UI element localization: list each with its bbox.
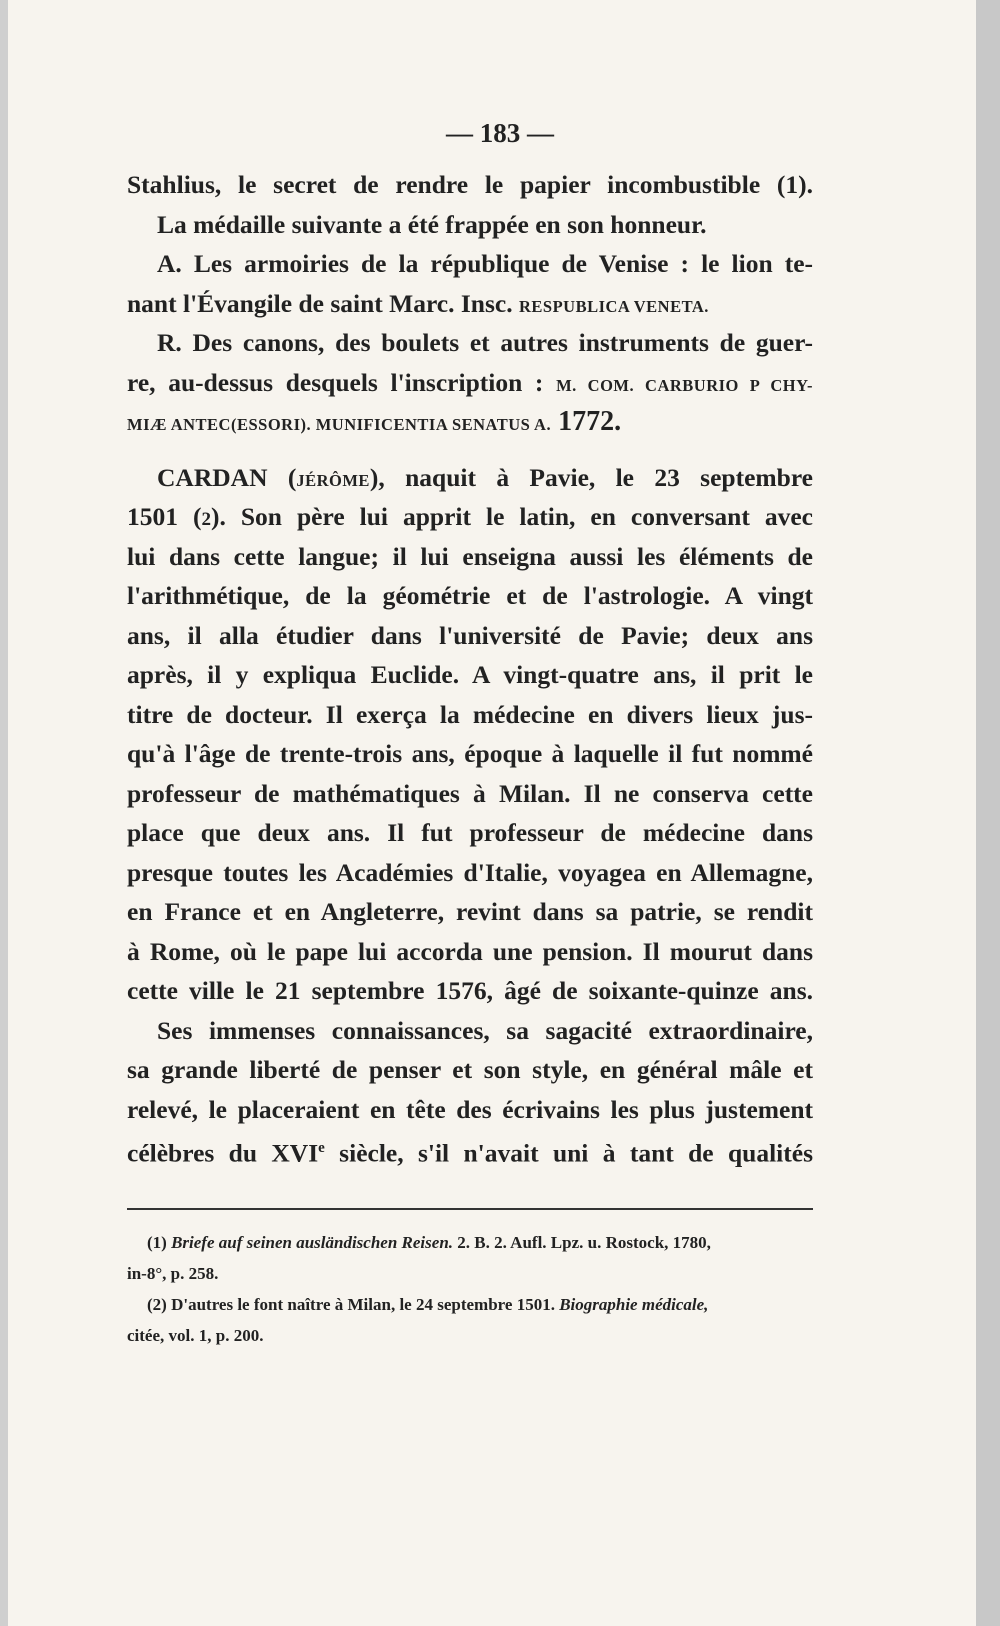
text-line: en France et en Angleterre, revint dans sa patrie, se rendit	[127, 897, 813, 926]
text-line: titre de docteur. Il exerça la médecine en divers lieux jus-	[127, 699, 813, 729]
text-line: Ses immenses connaissances, sa sagacité extraordinaire,	[157, 1015, 813, 1045]
text-line: R. Des canons, des boulets et autres instruments de guer-	[157, 328, 813, 357]
text-line: l'arithmétique, de la géométrie et de l'astrologie. A vingt	[127, 581, 813, 610]
text-line	[127, 458, 813, 498]
text-span: CARDAN (	[157, 462, 297, 492]
page-number: — 183 —	[446, 118, 554, 148]
paragraph-gap	[127, 442, 813, 458]
text-span: 1501 (	[127, 502, 202, 531]
text-span: siècle, s'il n'avait uni à tant de qualités	[324, 1138, 813, 1168]
text-line: ans, il alla étudier dans l'université de Pavie; deux ans	[127, 620, 813, 650]
page-edge-right	[976, 0, 1000, 1626]
superscript: e	[318, 1140, 325, 1156]
text-line: cette ville le 21 septembre 1576, âgé de soixante-quinze ans.	[127, 976, 813, 1005]
inscription-text: M. COM. CARBURIO P CHY-	[556, 375, 813, 395]
text-line: lui dans cette langue; il lui enseigna aussi les éléments de	[127, 541, 813, 571]
text-span: re, au-dessus desquels l'inscription :	[127, 367, 557, 397]
text-line: professeur de mathématiques à Milan. Il ne conserva cette	[127, 778, 813, 808]
footnote-divider	[127, 1208, 813, 1210]
text-line	[127, 1129, 813, 1169]
text-span: ). Son père lui apprit le latin, en conversant avec	[211, 502, 813, 531]
text-line	[127, 402, 813, 442]
body-text	[127, 165, 813, 1169]
footnote-title: Briefe auf seinen ausländischen Reisen.	[171, 1233, 454, 1252]
text-span: célèbres du XVI	[127, 1138, 319, 1168]
text-span: nant l'Évangile de saint Marc. Insc.	[127, 288, 519, 318]
footnote-title: Biographie médicale,	[559, 1295, 709, 1314]
footnote-2	[127, 1289, 813, 1320]
footnotes	[127, 1227, 813, 1351]
text-line	[127, 363, 813, 403]
footnote-1-continued: in-8°, p. 258.	[127, 1264, 219, 1283]
footnote-number: (1)	[147, 1233, 172, 1252]
text-line	[127, 284, 813, 324]
small-caps-name: JÉRÔME	[296, 470, 370, 490]
text-line: A. Les armoiries de la république de Venise : le lion te-	[157, 249, 813, 278]
text-line: à Rome, où le pape lui accorda une pension. Il mourut dans	[127, 936, 813, 966]
text-line: qu'à l'âge de trente-trois ans, époque à laquelle il fut nommé	[127, 739, 813, 768]
text-line: place que deux ans. Il fut professeur de médecine dans	[127, 818, 813, 847]
text-line: relevé, le placeraient en tête des écrivains les plus justement	[127, 1094, 813, 1124]
footnote-1	[127, 1227, 813, 1258]
text-line: sa grande liberté de penser et son style, en général mâle et	[127, 1055, 813, 1084]
text-span: ), naquit à Pavie, le 23 septembre	[369, 462, 813, 492]
text-line: Stahlius, le secret de rendre le papier incombustible (1).	[127, 170, 813, 199]
text-line	[127, 497, 813, 537]
footnote-text: (2) D'autres le font naître à Milan, le 24 septembre 1501.	[147, 1295, 560, 1314]
inscription-text: MIÆ ANTEC(ESSORI). MUNIFICENTIA SENATUS A.	[127, 415, 552, 434]
page-edge-left	[0, 0, 8, 1626]
text-line: presque toutes les Académies d'Italie, voyagea en Allemagne,	[127, 857, 813, 887]
footnote-text: 2. B. 2. Aufl. Lpz. u. Rostock, 1780,	[453, 1233, 711, 1252]
inscription-text: RESPUBLICA VENETA.	[518, 296, 709, 316]
text-line: La médaille suivante a été frappée en son honneur.	[157, 209, 707, 239]
inscription-year: 1772.	[551, 406, 622, 437]
footnote-ref: 2	[201, 509, 211, 530]
footnote-2-continued: citée, vol. 1, p. 200.	[127, 1326, 264, 1345]
text-line: après, il y expliqua Euclide. A vingt-quatre ans, il prit le	[127, 660, 813, 689]
